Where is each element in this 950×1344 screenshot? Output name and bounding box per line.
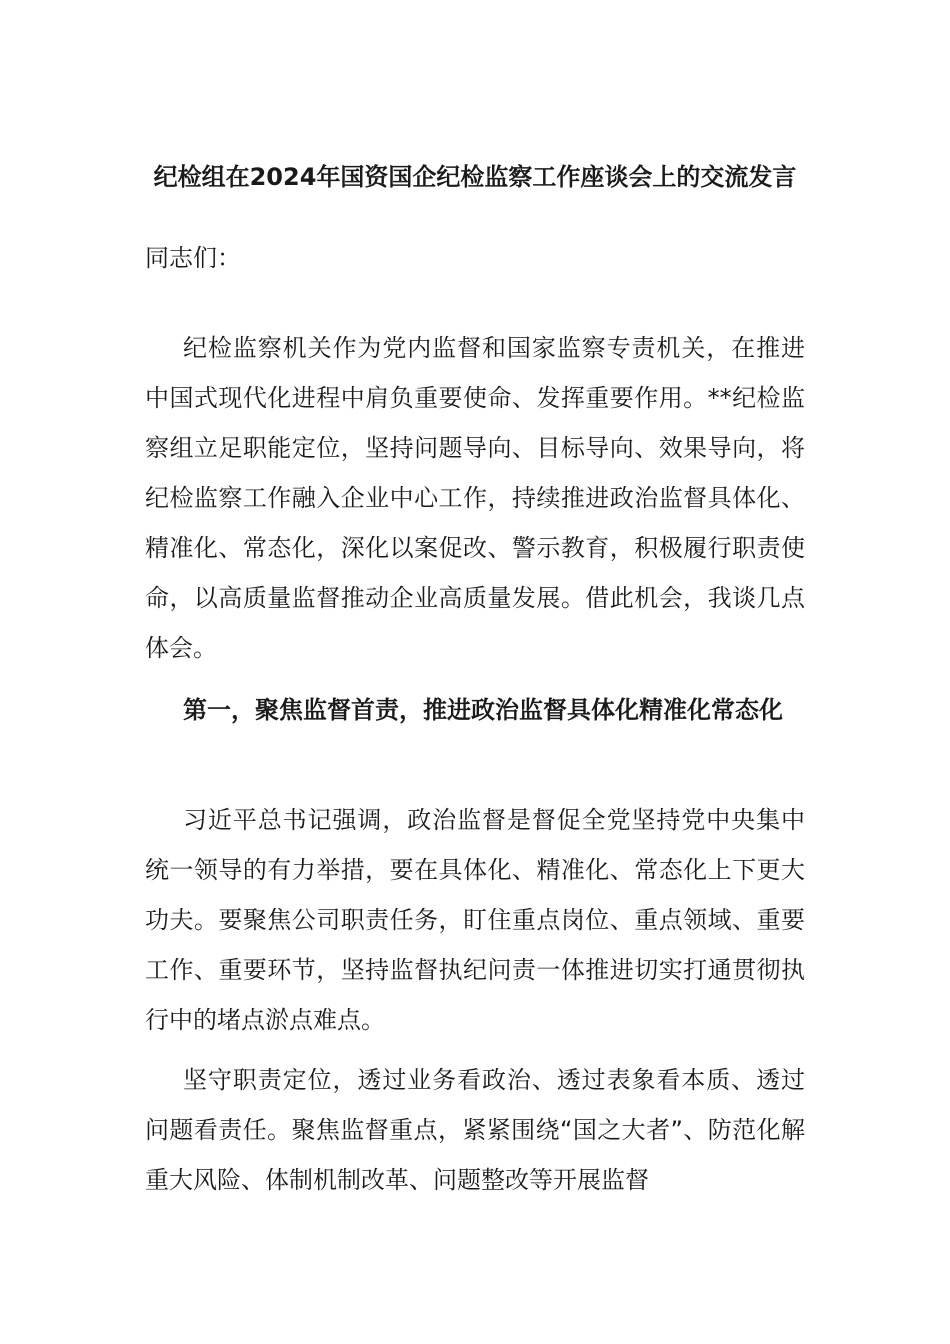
document-title: 纪检组在2024年国资国企纪检监察工作座谈会上的交流发言: [153, 163, 797, 191]
intro-paragraph: 纪检监察机关作为党内监督和国家监察专责机关，在推进中国式现代化进程中肩负重要使命、发挥重要作用。**纪检监察组立足职能定位，坚持问题导向、目标导向、效果导向，将纪检监察工作融入企业中心工作，持续推进政治监督具体化、精准化、常态化，深化以案促改、警示教育，积极履行职责使命，以高质量监督推动企业高质量发展。借此机会，我谈几点体会。: [145, 334, 805, 662]
salutation: 同志们：: [145, 244, 241, 272]
section-paragraph-1: 习近平总书记强调，政治监督是督促全党坚持党中央集中统一领导的有力举措，要在具体化、精准化、常态化上下更大功夫。要聚焦公司职责任务，盯住重点岗位、重点领域、重要工作、重要环节，坚持监督执纪问责一体推进切实打通贯彻执行中的堵点淤点难点。: [145, 806, 805, 1034]
section-paragraph-2: 坚守职责定位，透过业务看政治、透过表象看本质、透过问题看责任。聚焦监督重点，紧紧围绕“国之大者”、防范化解重大风险、体制机制改革、问题整改等开展监督: [145, 1066, 805, 1194]
section-heading: 第一，聚焦监督首责，推进政治监督具体化精准化常态化: [183, 696, 783, 724]
